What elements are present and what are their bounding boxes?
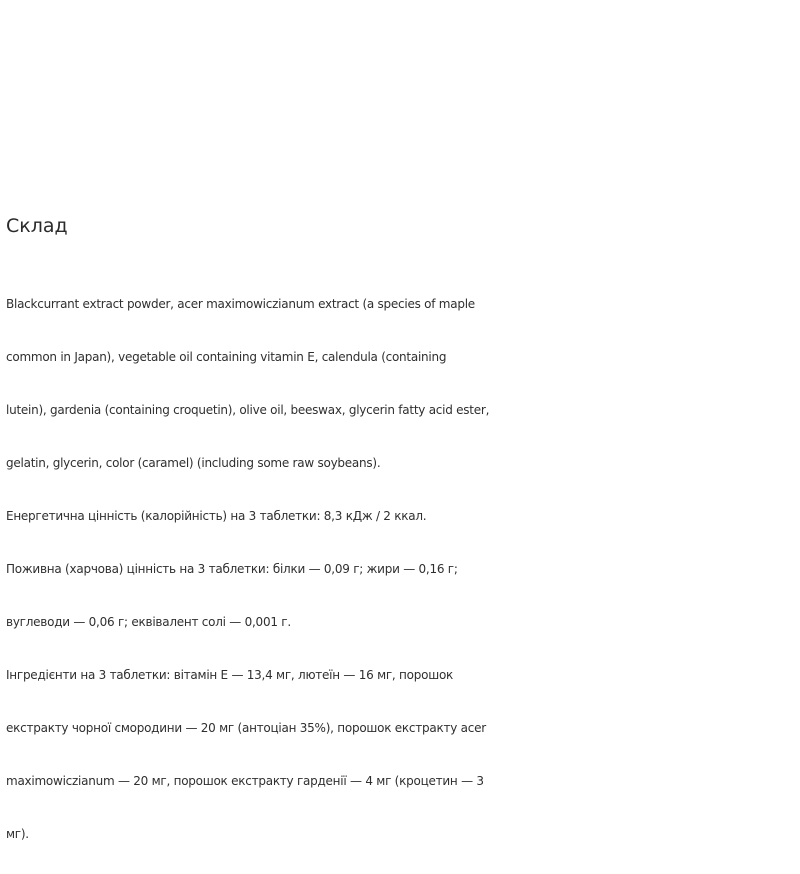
composition-section [6,212,796,874]
text-line: мг). [6,826,29,841]
text-line: common in Japan), vegetable oil containing vitamin E, calendula (containing [6,349,447,364]
composition-text [6,264,796,874]
text-line: Поживна (харчова) цінність на 3 таблетки: білки — 0,09 г; жири — 0,16 г; [6,561,458,576]
text-line: Інгредієнти на 3 таблетки: вітамін Е — 13,4 мг, лютеїн — 16 мг, порошок [6,667,454,682]
text-line: Blackcurrant extract powder, acer maximowiczianum extract (a species of maple [6,296,475,311]
text-line: maximowiczianum — 20 мг, порошок екстракту гарденії — 4 мг (кроцетин — 3 [6,773,484,788]
text-line: gelatin, glycerin, color (caramel) (including some raw soybeans). [6,455,381,470]
text-line: екстракту чорної смородини — 20 мг (антоціан 35%), порошок екстракту acer [6,720,486,735]
section-heading: Склад [6,215,68,237]
text-line: lutein), gardenia (containing croquetin), olive oil, beeswax, glycerin fatty acid ester, [6,402,490,417]
text-line: вуглеводи — 0,06 г; еквівалент солі — 0,001 г. [6,614,291,629]
text-line: Енергетична цінність (калорійність) на 3 таблетки: 8,3 кДж / 2 ккал. [6,508,427,523]
